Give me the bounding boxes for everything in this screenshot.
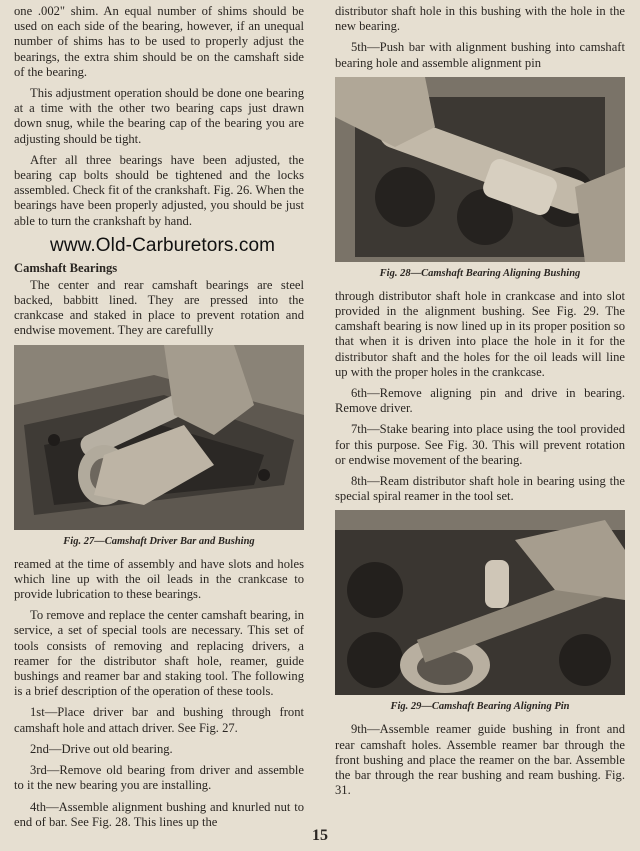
page-number: 15 bbox=[312, 827, 328, 844]
figure-caption: Fig. 27—Camshaft Driver Bar and Bushing bbox=[63, 535, 255, 547]
left-column bbox=[14, 4, 304, 836]
fig28-photo bbox=[335, 77, 625, 262]
paragraph: through distributor shaft hole in crankcase and into slot provided in the alignment bushing. See Fig. 29. The camshaft bearing is now lined up in its proper position so that when it is driven into place the hole in it for the distributor shaft and the holes for the oil leads will line up with the proper holes in the crankcase. bbox=[335, 288, 625, 379]
fig27-photo bbox=[14, 345, 304, 530]
figure-caption: Fig. 28—Camshaft Bearing Aligning Bushing bbox=[379, 267, 581, 279]
step: 8th—Ream distributor shaft hole in bearing using the special spiral reamer in the tool set. bbox=[335, 474, 625, 504]
step: 7th—Stake bearing into place using the tool provided for this purpose. See Fig. 30. This will prevent rotation or endwise movement of the bearing. bbox=[335, 422, 625, 467]
paragraph: After all three bearings have been adjusted, the bearing cap bolts should be tightened and the locks assembled. Check fit of the crankshaft. Fig. 26. When the bearings have been properly adjusted, you should be just able to turn the crankshaft by hand. bbox=[14, 152, 304, 228]
paragraph: reamed at the time of assembly and have slots and holes which line up with the oil leads in the crankcase to provide lubrication to these bearings. bbox=[14, 556, 304, 602]
paragraph: distributor shaft hole in this bushing with the hole in the new bearing. bbox=[335, 4, 625, 34]
paragraph: To remove and replace the center camshaft bearing, in service, a set of special tools are necessary. This set of tools consists of removing and replacing drivers, a reamer for the distributor shaft hole, reamer, guide bushings and reamer bar and staking tool. The following is a brief description of the operation of these tools. bbox=[14, 608, 304, 699]
paragraph: The center and rear camshaft bearings are steel backed, babbitt lined. They are pressed into the crankcase and staked in place to prevent rotation and endwise movement. They are carefullly bbox=[14, 277, 304, 338]
step: 1st—Place driver bar and bushing through front camshaft hole and attach driver. See Fig. 27. bbox=[14, 705, 304, 735]
paragraph: This adjustment operation should be done one bearing at a time with the other two bearing caps just drawn down snug, while the bearing cap of the bearing you are adjusting should be tight. bbox=[14, 86, 304, 146]
watermark-url: www.Old-Carburetors.com bbox=[50, 234, 276, 256]
step: 9th—Assemble reamer guide bushing in front and rear camshaft holes. Assemble reamer bar through the front bushing and place the reamer on the bar. Assemble the bar through the rear bushing and ream bushing. Fig. 31. bbox=[335, 722, 625, 798]
paragraph: one .002" shim. An equal number of shims should be used on each side of the bearing, however, if an unequal number of shims has to be used to properly adjust the bearings, the extra shim should be on the camshaft side of the bearing. bbox=[14, 4, 304, 79]
right-column bbox=[335, 4, 625, 804]
figure-caption: Fig. 29—Camshaft Bearing Aligning Pin bbox=[390, 701, 570, 713]
step: 5th—Push bar with alignment bushing into camshaft bearing hole and assemble alignment pin bbox=[335, 40, 625, 70]
fig29-photo bbox=[335, 510, 625, 695]
step: 3rd—Remove old bearing from driver and assemble to it the new bearing you are installing. bbox=[14, 763, 304, 793]
step: 4th—Assemble alignment bushing and knurled nut to end of bar. See Fig. 28. This lines up the bbox=[14, 799, 304, 829]
step: 6th—Remove aligning pin and drive in bearing. Remove driver. bbox=[335, 386, 625, 416]
step: 2nd—Drive out old bearing. bbox=[30, 741, 173, 756]
section-heading: Camshaft Bearings bbox=[14, 260, 118, 275]
